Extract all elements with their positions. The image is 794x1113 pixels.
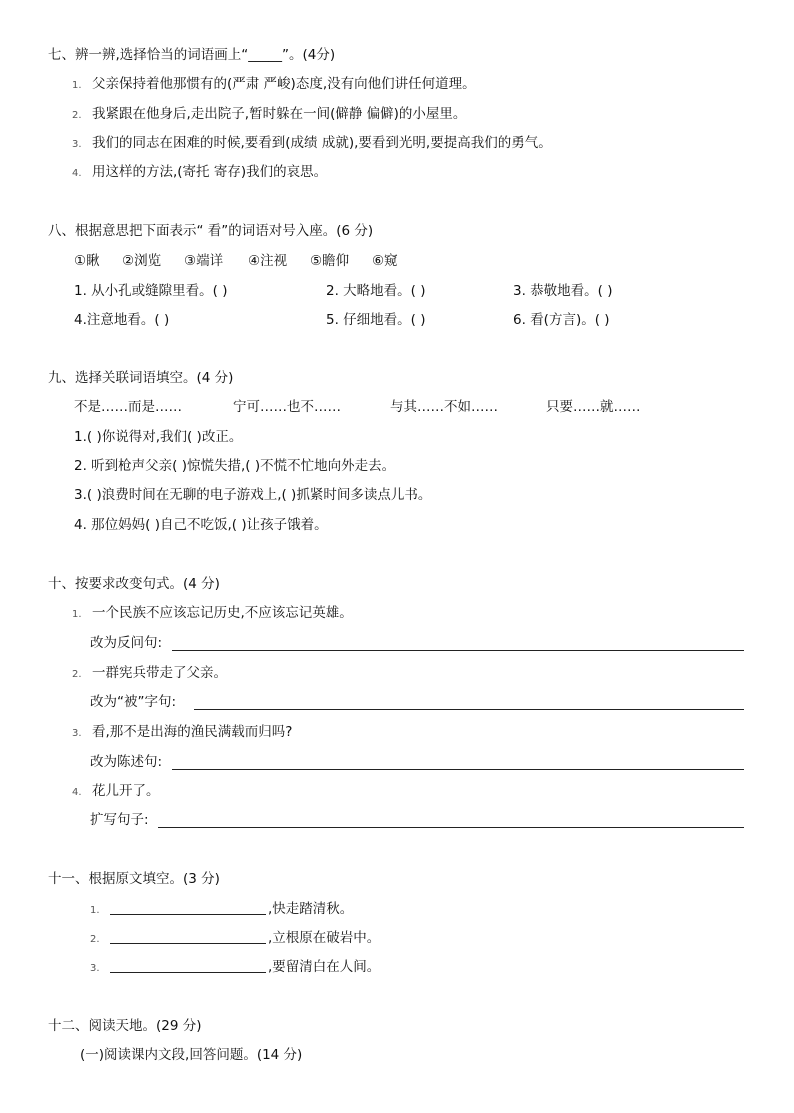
s10-answer-label-2: 改为“被”字句:: [90, 694, 177, 710]
s7-item-1: [72, 75, 476, 95]
section-9-title: 九、选择关联词语填空。(4 分): [48, 370, 234, 386]
s8-options: [74, 252, 398, 270]
s9-item-2: 2. 听到枪声父亲( )惊慌失措,( )不慌不忙地向外走去。: [74, 458, 396, 474]
option-1: ①瞅: [74, 253, 100, 269]
answer-line-4[interactable]: [158, 827, 744, 828]
s8-q6: 6. 看(方言)。( ): [513, 312, 610, 328]
s9-item-4: 4. 那位妈妈( )自己不吃饭,( )让孩子饿着。: [74, 517, 328, 533]
s10-answer-label-1: 改为反问句:: [90, 635, 163, 651]
s8-q5: 5. 仔细地看。( ): [326, 312, 426, 328]
section-12-title: 十二、阅读天地。(29 分): [48, 1018, 202, 1034]
item-number: 3.: [90, 963, 100, 974]
s8-q4: 4.注意地看。( ): [74, 312, 170, 328]
item-number: 4.: [72, 787, 82, 798]
item-text: 花儿开了。: [92, 783, 160, 799]
item-number: 3.: [72, 139, 82, 150]
section-11-title: 十一、根据原文填空。(3 分): [48, 871, 220, 887]
item-text: 一个民族不应该忘记历史,不应该忘记英雄。: [92, 605, 353, 621]
option-2: ②浏览: [122, 253, 162, 269]
item-number: 4.: [72, 168, 82, 179]
item-number: 3.: [72, 728, 82, 739]
option-6: ⑥窥: [372, 253, 398, 269]
answer-line-1[interactable]: [172, 650, 744, 651]
s8-q3: 3. 恭敬地看。( ): [513, 283, 613, 299]
section-8-title: 八、根据意思把下面表示“ 看”的词语对号入座。(6 分): [48, 223, 374, 239]
answer-line-2[interactable]: [194, 709, 744, 710]
item-text: 一群宪兵带走了父亲。: [92, 665, 227, 681]
s10-answer-label-4: 扩写句子:: [90, 812, 149, 828]
item-number: 2.: [90, 934, 100, 945]
s8-q2: 2. 大略地看。( ): [326, 283, 426, 299]
s9-pair-2: 宁可……也不……: [233, 399, 341, 415]
section-12-subtitle: (一)阅读课内文段,回答问题。(14 分): [80, 1047, 303, 1063]
fill-blank-2[interactable]: [110, 929, 266, 944]
s10-item-4: [72, 782, 160, 802]
item-number: 1.: [72, 80, 82, 91]
option-5: ⑤瞻仰: [310, 253, 350, 269]
item-number: 1.: [90, 905, 100, 916]
s11-item-3: [90, 958, 380, 978]
s10-item-2: [72, 664, 227, 684]
item-number: 1.: [72, 609, 82, 620]
s7-item-4: [72, 163, 327, 183]
s11-item-1: [90, 900, 353, 920]
fill-blank-3[interactable]: [110, 958, 266, 973]
s9-item-3: 3.( )浪费时间在无聊的电子游戏上,( )抓紧时间多读点儿书。: [74, 487, 432, 503]
s9-pair-1: 不是……而是……: [74, 399, 182, 415]
s9-pair-4: 只要……就……: [546, 399, 641, 415]
item-text: ,快走踏清秋。: [268, 901, 354, 917]
s9-item-1: 1.( )你说得对,我们( )改正。: [74, 429, 243, 445]
item-text: 我紧跟在他身后,走出院子,暂时躲在一间(僻静 偏僻)的小屋里。: [92, 106, 467, 122]
option-4: ④注视: [248, 253, 288, 269]
item-text: 父亲保持着他那惯有的(严肃 严峻)态度,没有向他们讲任何道理。: [92, 76, 476, 92]
item-number: 2.: [72, 110, 82, 121]
item-number: 2.: [72, 669, 82, 680]
item-text: 用这样的方法,(寄托 寄存)我们的哀思。: [92, 164, 328, 180]
s8-q1: 1. 从小孔或缝隙里看。( ): [74, 283, 228, 299]
fill-blank-1[interactable]: [110, 900, 266, 915]
answer-line-3[interactable]: [172, 769, 744, 770]
s10-item-1: [72, 604, 353, 624]
section-10-title: 十、按要求改变句式。(4 分): [48, 576, 220, 592]
s10-answer-label-3: 改为陈述句:: [90, 754, 163, 770]
item-text: 我们的同志在困难的时候,要看到(成绩 成就),要看到光明,要提高我们的勇气。: [92, 135, 552, 151]
s11-item-2: [90, 929, 380, 949]
item-text: ,立根原在破岩中。: [268, 930, 381, 946]
s9-pair-3: 与其……不如……: [390, 399, 498, 415]
option-3: ③端详: [184, 253, 224, 269]
section-7-title: 七、辨一辨,选择恰当的词语画上“_____”。(4分): [48, 47, 336, 63]
item-text: 看,那不是出海的渔民满载而归吗?: [92, 724, 293, 740]
item-text: ,要留清白在人间。: [268, 959, 381, 975]
s10-item-3: [72, 723, 292, 743]
s7-item-2: [72, 105, 466, 125]
s7-item-3: [72, 134, 552, 154]
